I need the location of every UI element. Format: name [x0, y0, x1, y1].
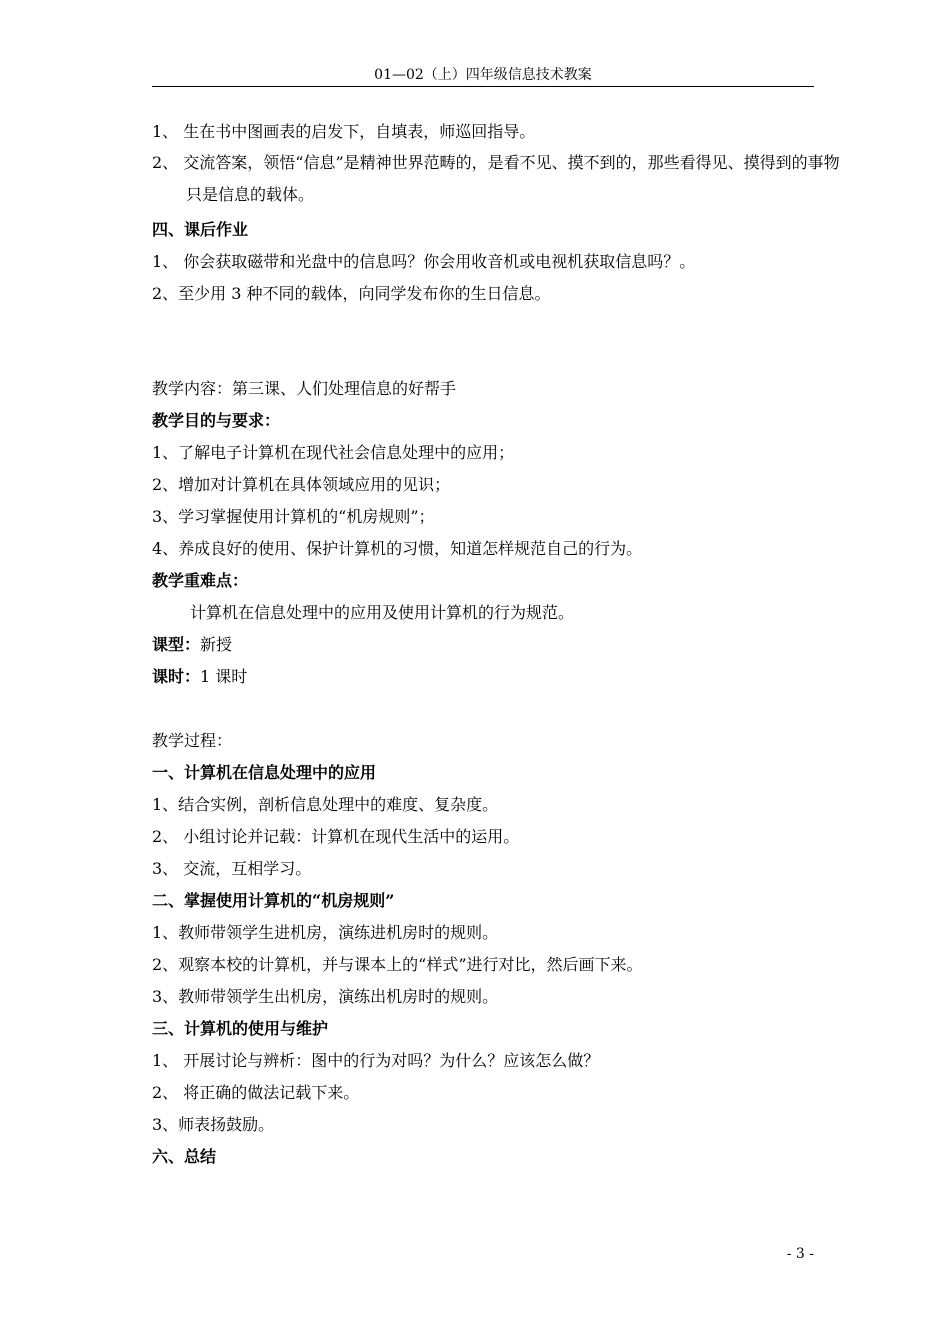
- key-points-text: 计算机在信息处理中的应用及使用计算机的行为规范。: [190, 603, 575, 622]
- step-line: 1、 开展讨论与辨析：图中的行为对吗？为什么？应该怎么做？: [152, 1051, 600, 1070]
- lesson-hours: [152, 666, 814, 688]
- step-line: 3、 交流，互相学习。: [152, 859, 312, 878]
- step-line: 1、教师带领学生进机房，演练进机房时的规则。: [152, 923, 499, 942]
- section-heading: 三、计算机的使用与维护: [152, 1019, 329, 1038]
- lesson-type: [152, 634, 814, 656]
- step-line: 2、 将正确的做法记载下来。: [152, 1083, 360, 1102]
- lesson-content: 教学内容：第三课、人们处理信息的好帮手: [152, 379, 457, 398]
- objective-line: 2、增加对计算机在具体领域应用的见识；: [152, 475, 451, 494]
- section-heading: 六、总结: [152, 1147, 217, 1166]
- objective-line: 4、养成良好的使用、保护计算机的习惯，知道怎样规范自己的行为。: [152, 539, 643, 558]
- section-heading: 一、计算机在信息处理中的应用: [152, 763, 377, 782]
- step-line: 2、 交流答案，领悟“信息”是精神世界范畴的，是看不见、摸不到的，那些看得见、摸得到的事物只是信息的载体。: [152, 153, 840, 204]
- homework-line: 2、至少用 3 种不同的载体，向同学发布你的生日信息。: [152, 284, 551, 303]
- page-number: - 3 -: [786, 1246, 814, 1262]
- step-line: 3、师表扬鼓励。: [152, 1115, 275, 1134]
- lesson-type-value: 新授: [200, 635, 233, 654]
- objective-line: 3、学习掌握使用计算机的“机房规则”；: [152, 507, 435, 526]
- section-heading: 四、课后作业: [152, 220, 249, 239]
- lesson-type-label: 课型：: [152, 635, 201, 654]
- section-heading: 教学目的与要求：: [152, 411, 281, 430]
- page-header: 01—02（上）四年级信息技术教案: [374, 67, 592, 83]
- section-heading: 二、掌握使用计算机的“机房规则”: [152, 891, 395, 910]
- objective-line: 1、了解电子计算机在现代社会信息处理中的应用；: [152, 443, 515, 462]
- section-heading: 教学重难点：: [152, 571, 249, 590]
- step-line: 1、结合实例，剖析信息处理中的难度、复杂度。: [152, 795, 499, 814]
- header-rule: [152, 86, 814, 87]
- step-line: 1、 生在书中图画表的启发下，自填表，师巡回指导。: [152, 122, 536, 141]
- process-title: 教学过程：: [152, 731, 233, 750]
- homework-line: 1、 你会获取磁带和光盘中的信息吗？你会用收音机或电视机获取信息吗？。: [152, 252, 696, 271]
- step-line: 2、 小组讨论并记载：计算机在现代生活中的运用。: [152, 827, 520, 846]
- lesson-hours-label: 课时：: [152, 667, 201, 686]
- lesson-hours-value: 1 课时: [200, 667, 248, 686]
- step-line: 3、教师带领学生出机房，演练出机房时的规则。: [152, 987, 499, 1006]
- step-line: 2、观察本校的计算机，并与课本上的“样式”进行对比，然后画下来。: [152, 955, 643, 974]
